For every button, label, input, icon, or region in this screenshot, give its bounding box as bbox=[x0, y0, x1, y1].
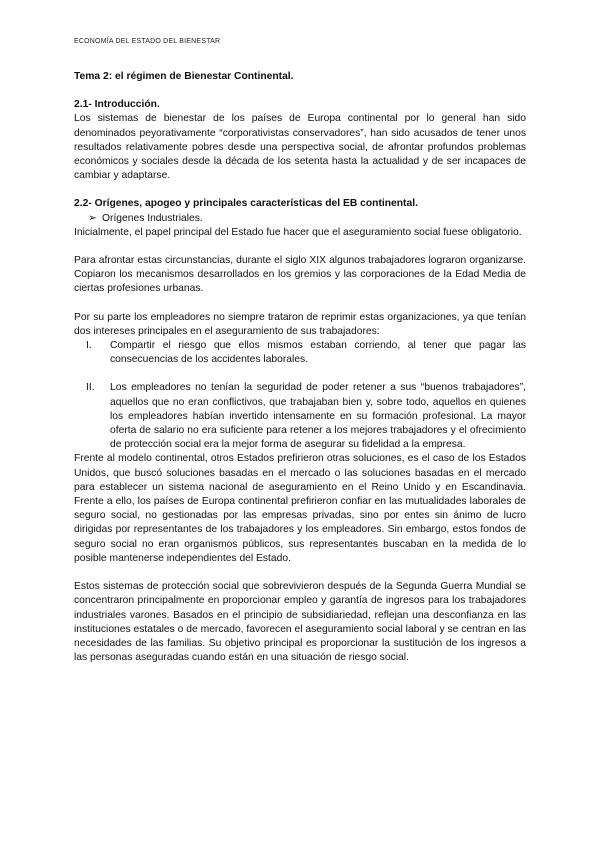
paragraph: Los sistemas de bienestar de los países de Europa continental por lo general han sido denominados peyorativamente “corporativistas conservadores”, han sido acusados de tener unos resultados relativamente pobres desde una perspectiva social, de afrontar profundos problemas económicos y sociales desde la década de los setenta hasta la actualidad y de ser incapaces de cambiar y adaptarse. bbox=[74, 113, 526, 182]
arrow-bullet-icon: ➢ bbox=[88, 212, 97, 224]
list-item bbox=[74, 381, 526, 452]
list-number: II. bbox=[86, 382, 95, 394]
paragraph: Inicialmente, el papel principal del Estado fue hacer que el aseguramiento social fuese obligatorio. bbox=[74, 226, 522, 238]
document-title: Tema 2: el régimen de Bienestar Continental. bbox=[74, 71, 294, 82]
paragraph: Para afrontar estas circunstancias, durante el siglo XIX algunos trabajadores lograron organizarse. Copiaron los mecanismos desarrollados en los gremios y las corporaciones de la Edad Media de ciertas profesiones urbanas. bbox=[74, 255, 526, 295]
document-body bbox=[74, 70, 526, 665]
paragraph: Por su parte los empleadores no siempre trataron de reprimir estas organizaciones, ya que tenían dos intereses principales en el aseguramiento de sus trabajadores: bbox=[74, 311, 526, 337]
list-item bbox=[74, 339, 526, 367]
section-heading-introduccion: 2.1- Introducción. bbox=[74, 99, 160, 111]
paragraph: Frente al modelo continental, otros Estados prefirieron otras soluciones, es el caso de los Estados Unidos, que buscó soluciones basadas en el mercado o las soluciones basadas en el mercado para establecer un sistema nacional de aseguramiento en el Reino Unido y en Escandinavia. Frente a ello, los países de Europa continental prefirieron confiar en las mutualidades laborales de seguro social, no gestionadas por las empresas privadas, sino por entes sin ánimo de lucro dirigidas por representantes de los trabajadores y los empleadores. Sin embargo, estos fondos de seguro social no eran organismos públicos, sus representantes buscaban en la medida de lo posible mantenerse independientes del Estado. bbox=[74, 453, 526, 564]
roman-list bbox=[74, 339, 526, 452]
list-text: Compartir el riesgo que ellos mismos estaban corriendo, al tener que pagar las consecuencias de los accidentes laborales. bbox=[110, 340, 526, 366]
bullet-item bbox=[74, 212, 526, 226]
list-text: Los empleadores no tenían la seguridad de poder retener a sus “buenos trabajadores”, aquellos que no eran conflictivos, que trabajaban bien y, sobre todo, aquellos en quienes los empleadores habían invertido intensamente en su formación profesional. La mayor oferta de salario no era suficiente para retener a los mejores trabajadores y el ofrecimiento de protección social era la mejor forma de asegurar su fidelidad a la empresa. bbox=[110, 382, 526, 451]
running-header: ECONOMÍA DEL ESTADO DEL BIENESTAR bbox=[74, 38, 221, 45]
section-heading-origenes: 2.2- Orígenes, apogeo y principales características del EB continental. bbox=[74, 198, 418, 210]
paragraph: Estos sistemas de protección social que sobrevivieron después de la Segunda Guerra Mundial se concentraron principalmente en proporcionar empleo y garantía de ingresos para los trabajadores industriales varones. Basados en el principio de subsidiariedad, reflejan una desconfianza en las instituciones estatales o de mercado, favorecen el aseguramiento social laboral y se centran en las necesidades de las familias. Su objetivo principal es proporcionar la sustitución de los ingresos a las personas aseguradas cuando están en una situación de riesgo social. bbox=[74, 581, 526, 664]
list-number: I. bbox=[86, 340, 92, 352]
bullet-text: Orígenes Industriales. bbox=[102, 212, 203, 224]
